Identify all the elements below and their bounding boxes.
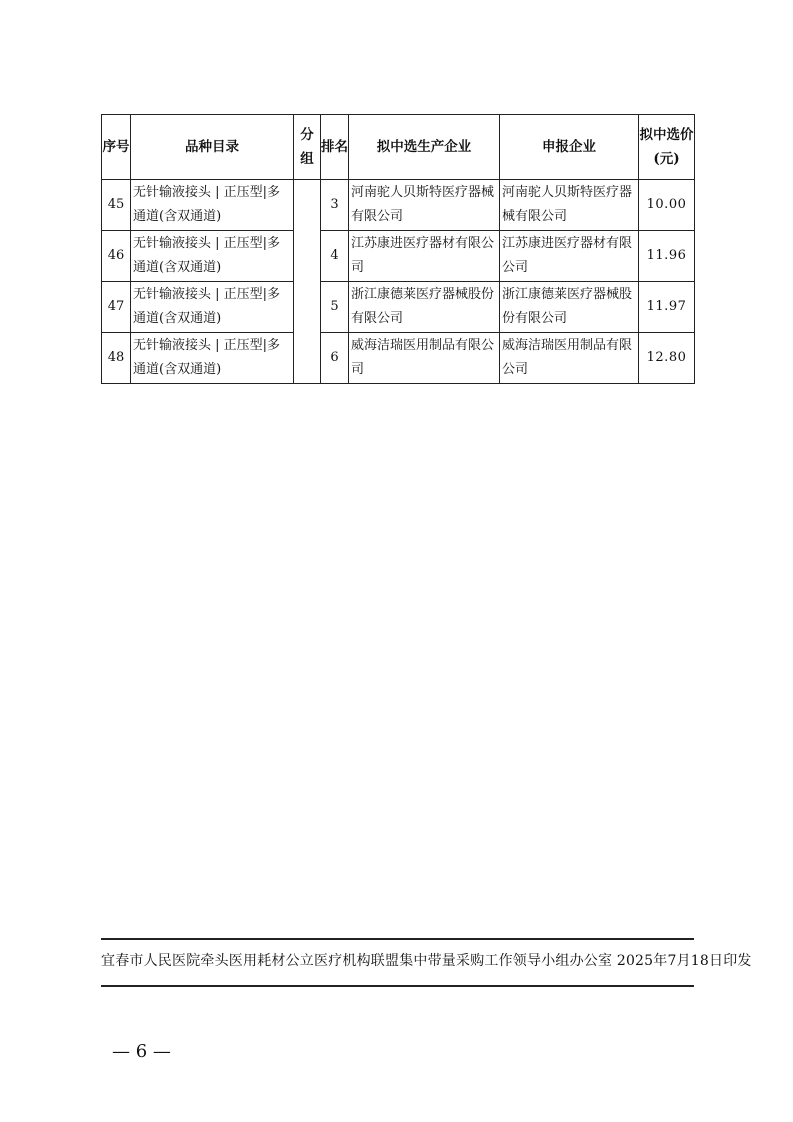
results-table (101, 114, 695, 384)
cell-producer: 河南驼人贝斯特医疗器械有限公司 (349, 180, 500, 231)
cell-catalog: 无针输液接头 | 正压型|多通道(含双通道) (131, 231, 294, 282)
cell-catalog: 无针输液接头 | 正压型|多通道(含双通道) (131, 282, 294, 333)
cell-seq: 45 (102, 180, 131, 231)
table-row (102, 231, 695, 282)
cell-rank: 6 (321, 333, 349, 384)
footer-rule-bottom (101, 985, 694, 987)
table-row (102, 333, 695, 384)
cell-producer: 浙江康德莱医疗器械股份有限公司 (349, 282, 500, 333)
cell-applicant: 威海洁瑞医用制品有限公司 (500, 333, 639, 384)
table-header-row (102, 115, 695, 180)
cell-seq: 47 (102, 282, 131, 333)
cell-catalog: 无针输液接头 | 正压型|多通道(含双通道) (131, 180, 294, 231)
cell-applicant: 浙江康德莱医疗器械股份有限公司 (500, 282, 639, 333)
cell-catalog: 无针输液接头 | 正压型|多通道(含双通道) (131, 333, 294, 384)
footer-issuer: 宜春市人民医院牵头医用耗材公立医疗机构联盟集中带量采购工作领导小组办公室 2025年7月18日印发 (101, 953, 752, 969)
cell-price: 10.00 (639, 180, 695, 231)
header-rank: 排名 (321, 115, 349, 180)
page-number: — 6 — (112, 1041, 171, 1062)
cell-seq: 46 (102, 231, 131, 282)
cell-producer: 威海洁瑞医用制品有限公司 (349, 333, 500, 384)
cell-price: 11.96 (639, 231, 695, 282)
header-group: 分组 (294, 115, 321, 180)
cell-seq: 48 (102, 333, 131, 384)
cell-group (294, 180, 321, 384)
footer-rule-top (101, 938, 694, 940)
cell-applicant: 江苏康进医疗器材有限公司 (500, 231, 639, 282)
header-applicant: 申报企业 (500, 115, 639, 180)
cell-rank: 3 (321, 180, 349, 231)
header-producer: 拟中选生产企业 (349, 115, 500, 180)
cell-applicant: 河南驼人贝斯特医疗器械有限公司 (500, 180, 639, 231)
cell-price: 11.97 (639, 282, 695, 333)
table-row (102, 282, 695, 333)
header-catalog: 品种目录 (131, 115, 294, 180)
table-row (102, 180, 695, 231)
cell-price: 12.80 (639, 333, 695, 384)
header-price: 拟中选价(元) (639, 115, 695, 180)
cell-rank: 5 (321, 282, 349, 333)
header-seq: 序号 (102, 115, 131, 180)
cell-rank: 4 (321, 231, 349, 282)
cell-producer: 江苏康进医疗器材有限公司 (349, 231, 500, 282)
